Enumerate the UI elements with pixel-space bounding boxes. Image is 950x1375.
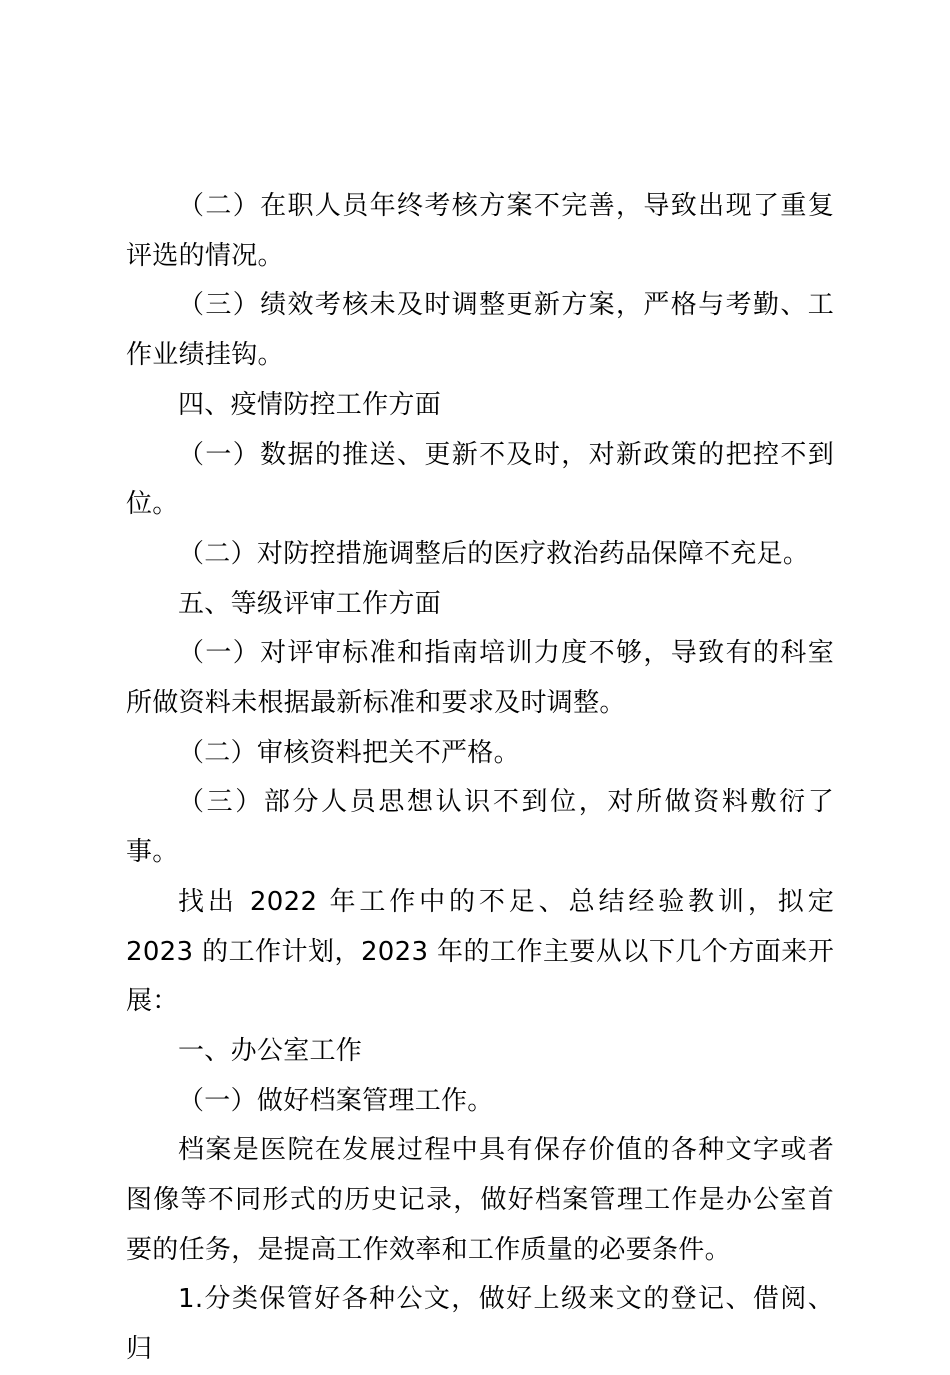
paragraph-performance-plan: （三）绩效考核未及时调整更新方案，严格与考勤、工作业绩挂钩。 [126, 290, 834, 371]
paragraph-data-push: （一）数据的推送、更新不及时，对新政策的把控不到位。 [126, 439, 834, 520]
heading-office-work: 一、办公室工作 [178, 1035, 363, 1066]
heading-epidemic-prevention: 四、疫情防控工作方面 [178, 389, 442, 420]
paragraph-staff-awareness: （三）部分人员思想认识不到位，对所做资料敷衍了事。 [126, 787, 834, 868]
paragraph-review-audit: （二）审核资料把关不严格。 [178, 737, 520, 768]
paragraph-assessment-plan: （二）在职人员年终考核方案不完善，导致出现了重复评选的情况。 [126, 191, 834, 271]
heading-grade-review: 五、等级评审工作方面 [178, 588, 442, 619]
paragraph-drug-supply: （二）对防控措施调整后的医疗救治药品保障不充足。 [178, 538, 810, 569]
paragraph-work-plan-intro: 找出 2022 年工作中的不足、总结经验教训，拟定 2023 的工作计划，2023 年的工作主要从以下几个方面来开展： [126, 886, 834, 1017]
paragraph-archive-description: 档案是医院在发展过程中具有保存价值的各种文字或者图像等不同形式的历史记录，做好档案管理工作是办公室首要的任务，是提高工作效率和工作质量的必要条件。 [126, 1135, 834, 1265]
paragraph-document-filing: 1.分类保管好各种公文，做好上级来文的登记、借阅、归 [126, 1284, 834, 1365]
document-body [126, 182, 834, 1375]
paragraph-review-training: （一）对评审标准和指南培训力度不够，导致有的科室所做资料未根据最新标准和要求及时调整。 [126, 638, 834, 719]
subheading-archive-management: （一）做好档案管理工作。 [178, 1085, 494, 1116]
